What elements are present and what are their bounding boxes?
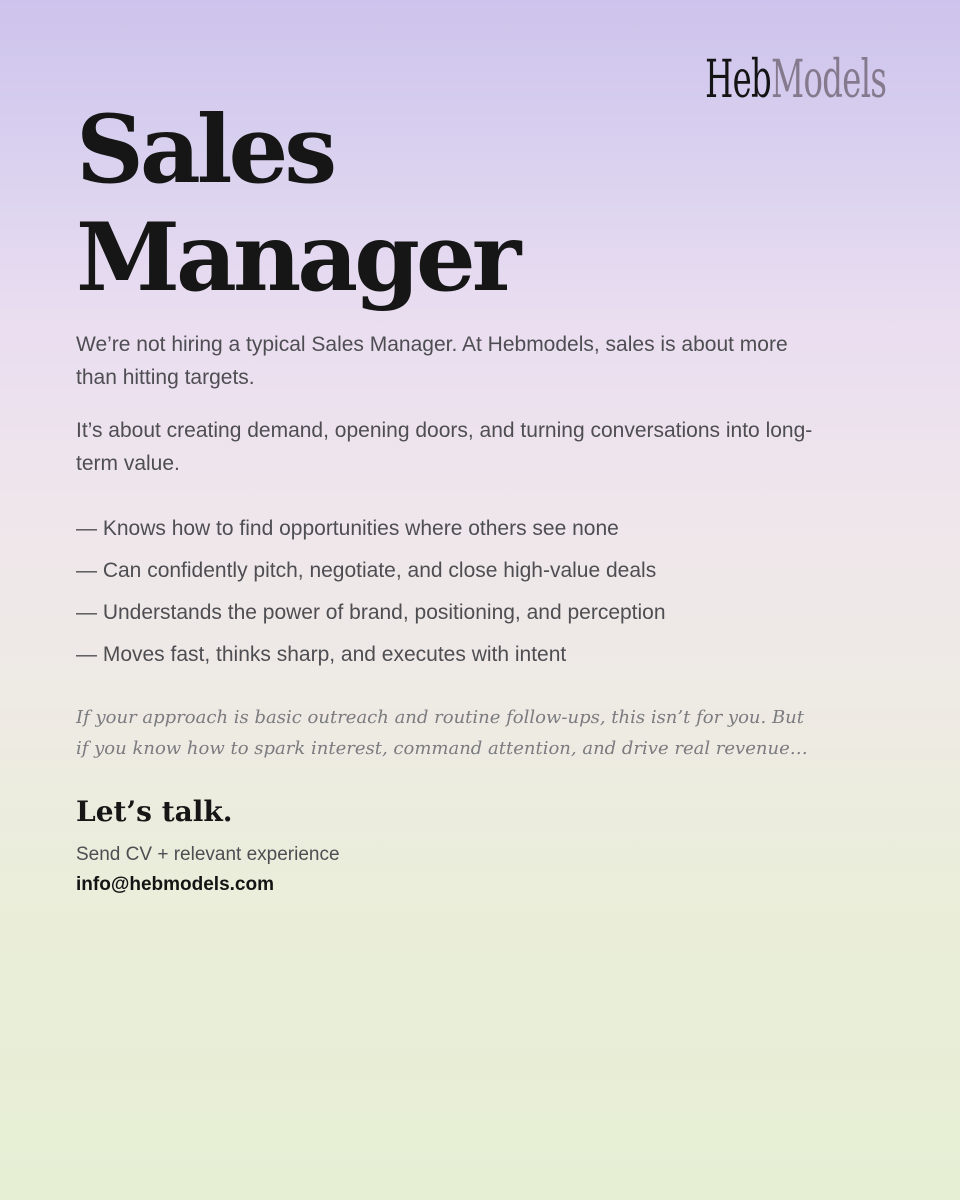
job-post-content xyxy=(76,96,816,900)
contact-email: info@hebmodels.com xyxy=(76,874,274,895)
requirement-item: — Understands the power of brand, positioning, and perception xyxy=(76,601,666,624)
title-line-2: Manager xyxy=(76,203,518,313)
requirement-item: — Moves fast, thinks sharp, and executes with intent xyxy=(76,643,567,666)
logo-part-models: Models xyxy=(770,50,886,110)
title-line-1: Sales xyxy=(76,95,334,205)
logo-part-heb: Heb xyxy=(704,50,771,110)
send-instructions: Send CV + relevant experience xyxy=(76,844,340,865)
disclaimer-note: If your approach is basic outreach and routine follow-ups, this isn’t for you. But if you know how to spark interest, command attention, and drive real revenue… xyxy=(76,707,808,759)
cta-heading: Let’s talk. xyxy=(76,795,233,828)
intro-paragraph-1: We’re not hiring a typical Sales Manager. At Hebmodels, sales is about more than hitting targets. xyxy=(76,333,788,389)
requirements-list xyxy=(76,508,816,676)
page-title xyxy=(76,96,816,312)
intro-paragraph-2: It’s about creating demand, opening doors, and turning conversations into long-term value. xyxy=(76,419,813,475)
requirement-item: — Can confidently pitch, negotiate, and close high-value deals xyxy=(76,559,657,582)
requirement-item: — Knows how to find opportunities where others see none xyxy=(76,517,619,540)
